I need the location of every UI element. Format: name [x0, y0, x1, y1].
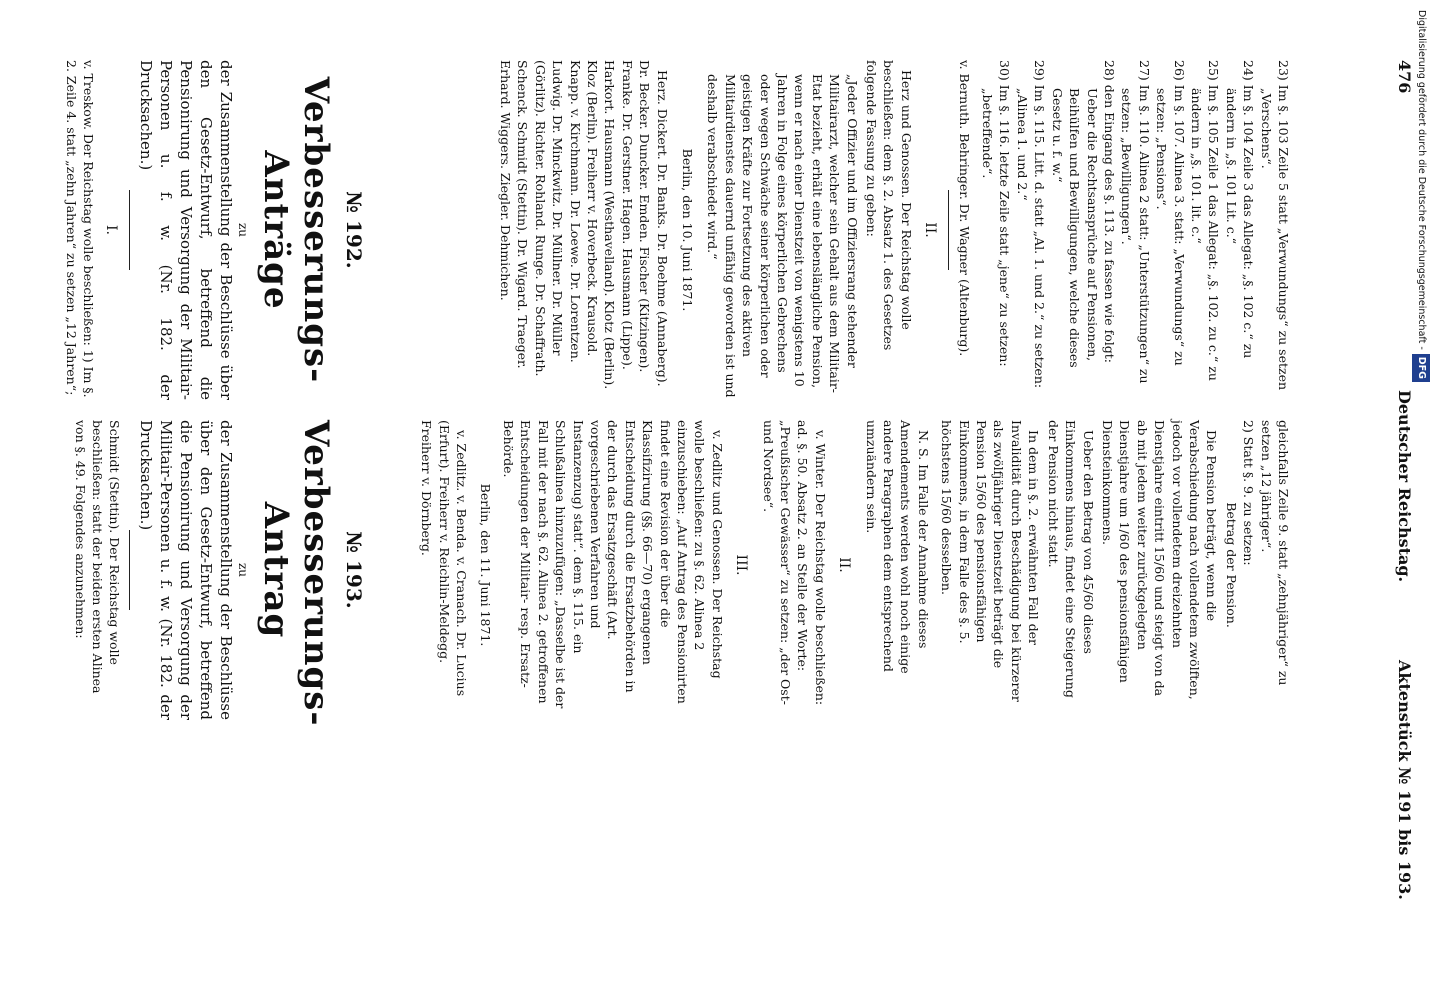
nota-bene: N. S. Im Falle der Annahme dieses Amendements werden wohl noch einige andere Paragraphen dem entsprechend umzuändern sein. [863, 420, 931, 674]
amendment-item-24: 24) Im §. 104 Zeile 3 das Allegat: „§. 102 c.“ zu ändern in „§. 101 Lit. c.“ [1223, 60, 1257, 359]
motion-winter: v. Winter. Der Reichstag wolle beschließen: ad. §. 50. Absatz 2. an Stelle der Worte: „Preußischer Gewässer“ zu setzen: „der Ost- und Nordsee“. [760, 420, 828, 706]
section-heading-iii: III. [733, 554, 750, 576]
section-heading-i: I. [103, 225, 119, 235]
signers-list: Herz. Dickert. Dr. Banks. Dr. Boehme (Annaberg). Dr. Becker. Duncker. Emden. Fischer (Kitzingen). Franke. Dr. Gerstner. Hagen. Hausmann (Lippe). Harkort. Hausmann (Westhavelland). Klotz (Berlin). Kloz (Berlin). Freiherr v. Hoverbeck. Krausold. Knapp. v. Kirchmann. Dr. Loewe. Dr. Lorentzen. Ludwig. Dr. Minckwitz. Dr. Müllner. Dr. Müller (Görlitz). Richter. Rohland. Runge. Dr. Schaffrath. Schenck. Schmidt (Stettin). Dr. Wigard. Traeger. Erhard. Wiggers. Ziegler. Dehmichen. [497, 60, 670, 390]
continuation-5: Ueber den Betrag von 45/60 dieses Einkommens hinaus, findet eine Steigerung der Pension nicht statt. [1045, 420, 1096, 698]
doc-192-title-body: der Zusammenstellung der Beschlüsse über den Gesetz-Entwurf, betreffend die Pensionirung und Versorgung der Militair-Personen u. f. w. (Nr. 182. der Drucksachen.) [137, 60, 235, 400]
header-title: Deutscher Reichstag. [1395, 390, 1414, 583]
doc-193-title: Verbesserungs-Antrag [256, 420, 336, 727]
amendment-item-28: 28) den Eingang des §. 113. zu fassen wie folgt: Ueber die Rechtsansprüche auf Pensionen, Beihülfen und Bewilligungen, welche dieses Gesetz u. f. w.“ [1049, 60, 1117, 368]
doc-193-title-body: der Zusammenstellung der Beschlüsse über den Gesetz-Entwurf, betreffend die Pensionirung und Versorgung der Militair-Personen u. f. w. (Nr. 182. der Drucksachen.) [137, 420, 235, 720]
motion-intro: Herz und Genossen. Der Reichstag wolle beschließen: dem §. 2. Absatz 1. des Gesetzes folgende Fassung zu geben: [864, 60, 914, 351]
motion-treskow: v. Treskow. Der Reichstag wolle beschließen: 1) Im §. 2. Zeile 4. statt „zehn Jahren“ zu setzen „12 Jahren“; [64, 60, 96, 398]
amendment-item-25: 25) Im §. 105 Zeile 1 das Allegat: „§. 102. zu c.“ zu ändern in „§. 101. lit. c.“ [1188, 60, 1222, 381]
continuation-6: In dem in §. 2. erwähnten Fall der Invalidität durch Beschädigung bei kürzerer als zwölfjähriger Dienstzeit beträgt die Pension 15/60 des pensionsfähigen Einkommens, in dem Falle des §. 5. höchstens 15/60 desselben. [939, 420, 1042, 702]
motion-zedlitz: v. Zedlitz und Genossen. Der Reichstag wolle beschließen: zu §. 62. Alinea 2 einzuschieben: „Auf Antrag des Pensionirten findet eine Revision der über die Klassifizirung (§§. 66—70) ergangenen Entscheidung durch die Ersatzbehörden in der durch das Ersatzgeschäft (Art. vorgeschriebenen Verfahren und Instanzenzug) statt“. dem §. 115. ein Schlußalinea hinzuzufügen: „Dasselbe ist der Fall mit der nach §. 62. Alinea 2. getroffenen Entscheidungen der Militair- resp. Ersatz-Behörde. [500, 420, 725, 709]
doc-number-193: № 193. [342, 531, 366, 609]
divider [129, 190, 130, 270]
date-line: Berlin, den 10. Juni 1871. [680, 148, 695, 312]
subheading-pension: Betrag der Pension. [1223, 502, 1239, 628]
doc-192-zu: zu [236, 222, 250, 238]
signature-line: v. Bernuth. Behringer. Dr. Wagner (Altenburg). [956, 60, 972, 357]
section-heading-ii: II. [922, 222, 939, 238]
motion-schmidt: Schmidt (Stettin). Der Reichstag wolle beschließen: statt der beiden ersten Alinea von §. 49. Folgendes anzunehmen: [73, 420, 122, 694]
doc-number-192: № 192. [342, 191, 366, 269]
divider [948, 190, 949, 270]
divider [129, 530, 130, 610]
digitization-stamp [1412, 10, 1430, 610]
dfg-logo: DFG [1412, 354, 1430, 382]
doc-192-title: Verbesserungs-Anträge [256, 76, 336, 384]
running-header [1394, 60, 1414, 940]
page-number: 476 [1395, 60, 1414, 94]
amendment-item-30: 30) Im §. 116. letzte Zeile statt „jene“ zu setzen: „betreffende“. [980, 60, 1013, 367]
date-line-2: Berlin, den 11. Juni 1871. [477, 483, 493, 647]
amendment-item-29: 29) Im §. 115. Litt. d. statt „Al. 1. und 2.“ zu setzen: „Alinea 1. und 2.“ [1014, 60, 1048, 389]
continuation-2: 2) Statt §. 9. zu setzen: [1241, 420, 1257, 566]
section-heading-ii-b: II. [836, 557, 853, 573]
doc-192 [63, 60, 372, 400]
motion-text: „Jeder Offizier und im Offiziersrang stehender Militairarzt, welcher sein Gehalt aus dem Militair-Etat bezieht, erhält eine lebenslängliche Pension, wenn er nach einer Dienstzeit von wenigstens 10 Jahren in Folge eines körperlichen Gebrechens oder wegen Schwäche seiner körperlichen oder geistigen Kräfte zur Fortsetzung des aktiven Militairdienstes dauernd unfähig geworden ist und deshalb verabschiedet wird.“ [705, 74, 860, 398]
header-range: Aktenstück № 191 bis 193. [1395, 660, 1414, 900]
stamp-text: Digitalisierung gefördert durch die Deutsche Forschungsgemeinschaft - [1416, 10, 1427, 350]
column-1 [495, 60, 1292, 400]
doc-193-zu: zu [236, 562, 250, 578]
continuation-1: gleichfalls Zeile 9. statt „zehnjähriger“ zu setzen „12 jähriger“. [1258, 420, 1291, 686]
amendment-item-26: 26) Im §. 107. Alinea 3. statt: „Verwundungs“ zu setzen: „Pensions“. [1154, 60, 1187, 366]
continuation-4: Die Pension beträgt, wenn die Verabschiedung nach vollendetem zwölften, jedoch vor vollendetem dreizehnten Dienstjahre eintritt 15/60 und steigt von da ab mit jedem weiter zurückgelegten Dienstjahre um 1/60 des pensionsfähigen Diensteinkommens. [1099, 420, 1220, 700]
amendment-item-23: 23) Im §. 103 Zeile 5 statt „Verwundungs“ zu setzen „Verschens“. [1258, 60, 1291, 391]
amendment-item-27: 27) Im §. 110. Alinea 2 statt: „Unterstützungen“ zu setzen: „Bewilligungen“. [1119, 60, 1152, 384]
signers-list-2: v. Zedlitz. v. Benda. v. Cranach. Dr. Lucius (Erfurt). Freiherr v. Reichlin-Meldegg. Freiherr v. Dörnberg. [419, 420, 470, 697]
column-2 [416, 420, 1292, 710]
doc-193 [72, 420, 372, 727]
